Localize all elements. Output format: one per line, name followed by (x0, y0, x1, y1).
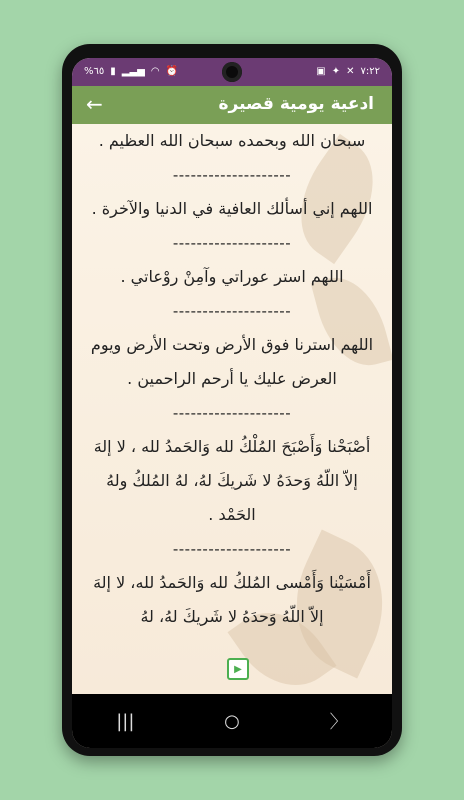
notification-icon: ✦ (331, 66, 341, 77)
status-bar (72, 58, 392, 86)
separator: -------------------- (172, 540, 292, 558)
separator: -------------------- (172, 404, 292, 422)
screen (72, 58, 392, 748)
dua-text: أصْبَحْنا وَأَصْبَحَ المُلْكُ لله وَالحَمدُ لله ، لا إلهَ إلاّ اللّهُ وَحدَهُ لا شَريكَ لهُ، لهُ المُلكُ ولهُ الحَمْد . (93, 437, 371, 524)
image-icon: ▣ (316, 66, 326, 77)
signal-icon: ▂▃▅ (121, 66, 145, 77)
separator: -------------------- (172, 234, 292, 252)
status-right (316, 66, 380, 77)
dua-text: اللهم استر عوراتي وآمِنْ روْعاتي . (120, 267, 344, 286)
system-nav-bar (72, 694, 392, 748)
camera-cutout (222, 62, 242, 82)
home-icon[interactable]: ○ (224, 710, 240, 732)
battery-level: %٦٥ (84, 66, 105, 77)
battery-icon: ▮ (110, 66, 116, 77)
back-icon[interactable]: 〉 (329, 712, 348, 733)
separator: -------------------- (172, 166, 292, 184)
silent-icon: ✕ (346, 66, 355, 77)
alarm-icon: ⏰ (165, 66, 179, 77)
content-area[interactable] (72, 124, 392, 694)
status-left (84, 66, 178, 77)
dua-text: اللهم إني أسألك العافية في الدنيا والآخرة . (91, 199, 373, 218)
dua-text: أَمْسَيْنا وَأَمْسى المُلكُ لله وَالحَمدُ لله، لا إلهَ إلاّ اللّهُ وَحدَهُ لا شَريكَ لهُ، لهُ (93, 573, 371, 626)
clock: ٧:٢٢ (360, 66, 380, 77)
wifi-icon: ◠ (150, 66, 160, 77)
dua-text: سبحان الله وبحمده سبحان الله العظيم . (98, 131, 366, 150)
play-icon[interactable]: ▶ (227, 658, 249, 680)
separator: -------------------- (172, 302, 292, 320)
recent-apps-icon[interactable]: ||| (116, 710, 135, 732)
app-title: ادعية يومية قصيرة (218, 94, 374, 114)
dua-text: اللهم استرنا فوق الأرض وتحت الأرض ويوم العرض عليك يا أرحم الراحمين . (90, 335, 374, 388)
app-bar (72, 86, 392, 124)
arrow-back-icon[interactable]: ← (86, 92, 103, 116)
